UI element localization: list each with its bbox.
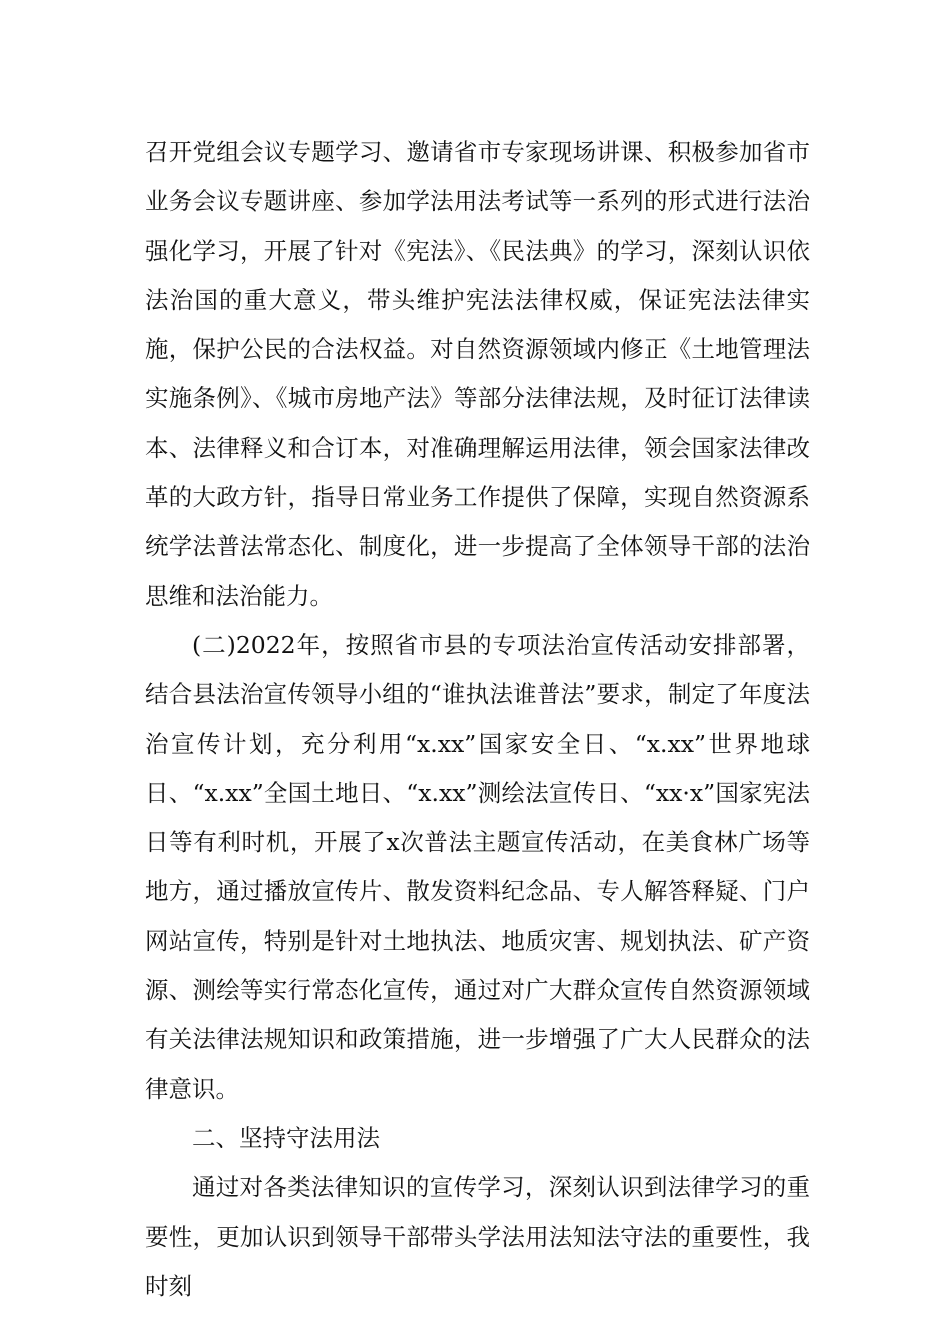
document-body (145, 128, 810, 1311)
paragraph-obey-law: 通过对各类法律知识的宣传学习，深刻认识到法律学习的重要性，更加认识到领导干部带头学法用法知法守法的重要性，我时刻 (145, 1173, 810, 1300)
section-heading-obey-law: 二、坚持守法用法 (192, 1123, 380, 1152)
paragraph-legal-study: 召开党组会议专题学习、邀请省市专家现场讲课、积极参加省市业务会议专题讲座、参加学法用法考试等一系列的形式进行法治强化学习，开展了针对《宪法》、《民法典》的学习，深刻认识依法治国的重大意义，带头维护宪法法律权威，保证宪法法律实施，保护公民的合法权益。对自然资源领域内修正《土地管理法实施条例》、《城市房地产法》等部分法律法规，及时征订法律读本、法律释义和合订本，对准确理解运用法律，领会国家法律改革的大政方针，指导日常业务工作提供了保障，实现自然资源系统学法普法常态化、制度化，进一步提高了全体领导干部的法治思维和法治能力。 (145, 138, 810, 610)
paragraph-publicity-2022: (二)2022年，按照省市县的专项法治宣传活动安排部署，结合县法治宣传领导小组的“谁执法谁普法”要求，制定了年度法治宣传计划，充分利用“x.xx”国家安全日、“x.xx”世界地球日、“x.xx”全国土地日、“x.xx”测绘法宣传日、“xx·x”国家宪法日等有利时机，开展了x次普法主题宣传活动，在美食林广场等地方，通过播放宣传片、散发资料纪念品、专人解答释疑、门户网站宣传，特别是针对土地执法、地质灾害、规划执法、矿产资源、测绘等实行常态化宣传，通过对广大群众宣传自然资源领域有关法律法规知识和政策措施，进一步增强了广大人民群众的法律意识。 (145, 630, 810, 1103)
